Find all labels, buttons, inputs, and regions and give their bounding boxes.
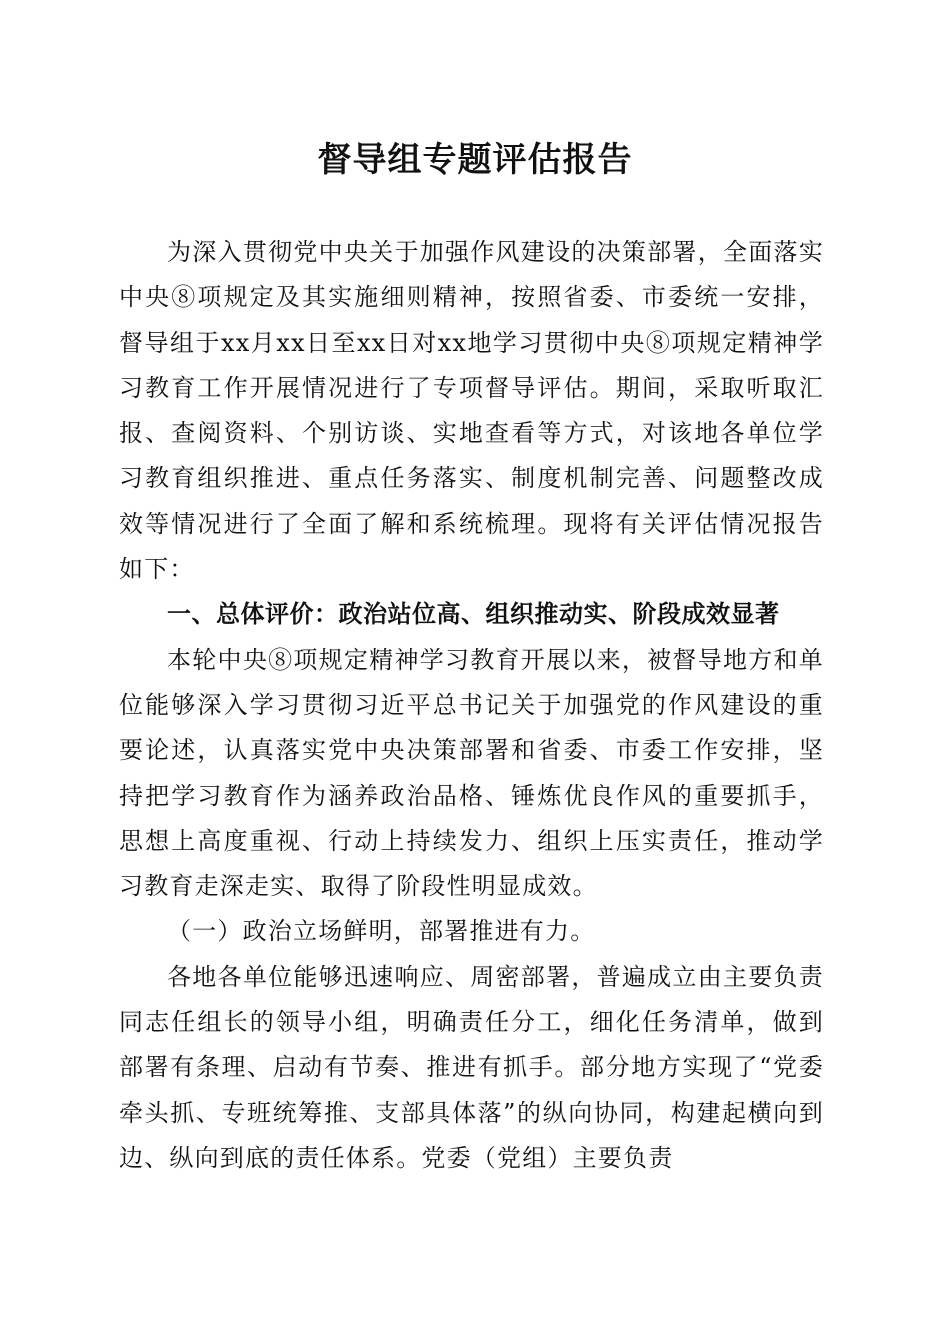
section-paragraph-1: 本轮中央⑧项规定精神学习教育开展以来，被督导地方和单位能够深入学习贯彻习近平总书记关于加强党的作风建设的重要论述，认真落实党中央决策部署和省委、市委工作安排，坚持把学习教育作为涵养政治品格、锤炼优良作风的重要抓手，思想上高度重视、行动上持续发力、组织上压实责任，推动学习教育走深走实、取得了阶段性明显成效。 <box>119 645 824 901</box>
subsection-paragraph-1: 各地各单位能够迅速响应、周密部署，普遍成立由主要负责同志任组长的领导小组，明确责任分工，细化任务清单，做到部署有条理、启动有节奏、推进有抓手。部分地方实现了“党委牵头抓、专班统筹推、支部具体落”的纵向协同，构建起横向到边、纵向到底的责任体系。党委（党组）主要负责 <box>119 962 824 1172</box>
document-body <box>119 230 824 1181</box>
section-heading-1: 一、总体评价：政治站位高、组织推动实、阶段成效显著 <box>167 600 780 629</box>
subsection-heading-1: （一）政治立场鲜明，部署推进有力。 <box>167 917 596 946</box>
document-title: 督导组专题评估报告 <box>317 140 633 180</box>
intro-paragraph: 为深入贯彻党中央关于加强作风建设的决策部署，全面落实中央⑧项规定及其实施细则精神，按照省委、市委统一安排，督导组于xx月xx日至xx日对xx地学习贯彻中央⑧项规定精神学习教育工作开展情况进行了专项督导评估。期间，采取听取汇报、查阅资料、个别访谈、实地查看等方式，对该地各单位学习教育组织推进、重点任务落实、制度机制完善、问题整改成效等情况进行了全面了解和系统梳理。现将有关评估情况报告如下： <box>119 238 824 584</box>
